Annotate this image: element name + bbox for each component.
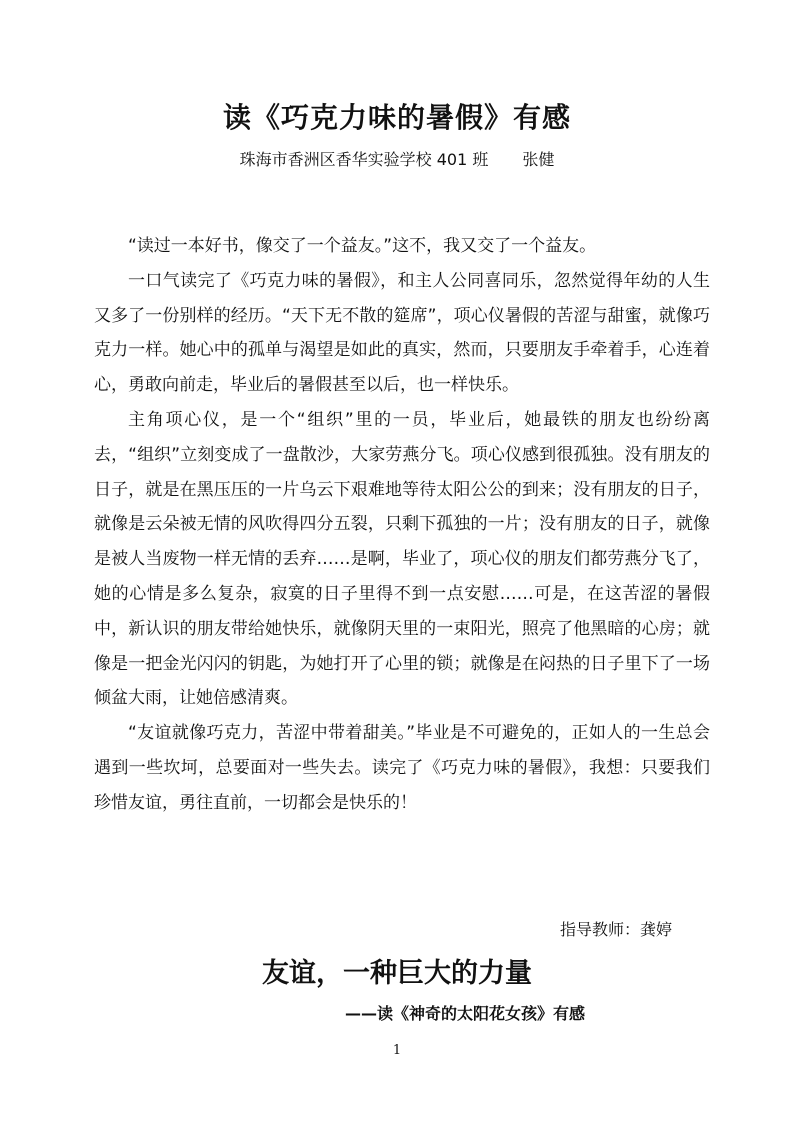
school-class: 珠海市香洲区香华实验学校 401 班 [239, 150, 489, 169]
article-body [94, 229, 710, 821]
author-name: 张健 [522, 150, 555, 169]
paragraph-1: “读过一本好书，像交了一个益友。”这不，我又交了一个益友。 [128, 236, 597, 256]
next-article-title: 友谊，一种巨大的力量 [262, 958, 532, 989]
byline [0, 147, 794, 170]
paragraph-3: 主角项心仪，是一个“组织”里的一员，毕业后，她最铁的朋友也纷纷离去，“组织”立刻变成了一盘散沙，大家劳燕分飞。项心仪感到很孤独。没有朋友的日子，就是在黑压压的一片乌云下艰难地等待太阳公公的到来；没有朋友的日子，就像是云朵被无情的风吹得四分五裂，只剩下孤独的一片；没有朋友的日子，就像是被人当废物一样无情的丢弃……是啊，毕业了，项心仪的朋友们都劳燕分飞了，她的心情是多么复杂，寂寞的日子里得不到一点安慰……可是，在这苦涩的暑假中，新认识的朋友带给她快乐，就像阴天里的一束阳光，照亮了他黑暗的心房；就像是一把金光闪闪的钥匙，为她打开了心里的锁；就像是在闷热的日子里下了一场倾盆大雨，让她倍感清爽。 [94, 409, 710, 709]
next-article-subtitle: ——读《神奇的太阳花女孩》有感 [345, 1004, 586, 1023]
instructor-line: 指导教师：龚婷 [559, 920, 672, 939]
page-number: 1 [392, 1043, 402, 1058]
article-title: 读《巧克力味的暑假》有感 [222, 101, 571, 134]
paragraph-2: 一口气读完了《巧克力味的暑假》，和主人公同喜同乐，忽然觉得年幼的人生又多了一份别样的经历。“天下无不散的筵席”，项心仪暑假的苦涩与甜蜜，就像巧克力一样。她心中的孤单与渴望是如此的真实，然而，只要朋友手牵着手，心连着心，勇敢向前走，毕业后的暑假甚至以后，也一样快乐。 [94, 270, 710, 396]
paragraph-4: “友谊就像巧克力，苦涩中带着甜美。”毕业是不可避免的，正如人的一生总会遇到一些坎坷，总要面对一些失去。读完了《巧克力味的暑假》，我想：只要我们珍惜友谊，勇往直前，一切都会是快乐的！ [94, 723, 710, 813]
